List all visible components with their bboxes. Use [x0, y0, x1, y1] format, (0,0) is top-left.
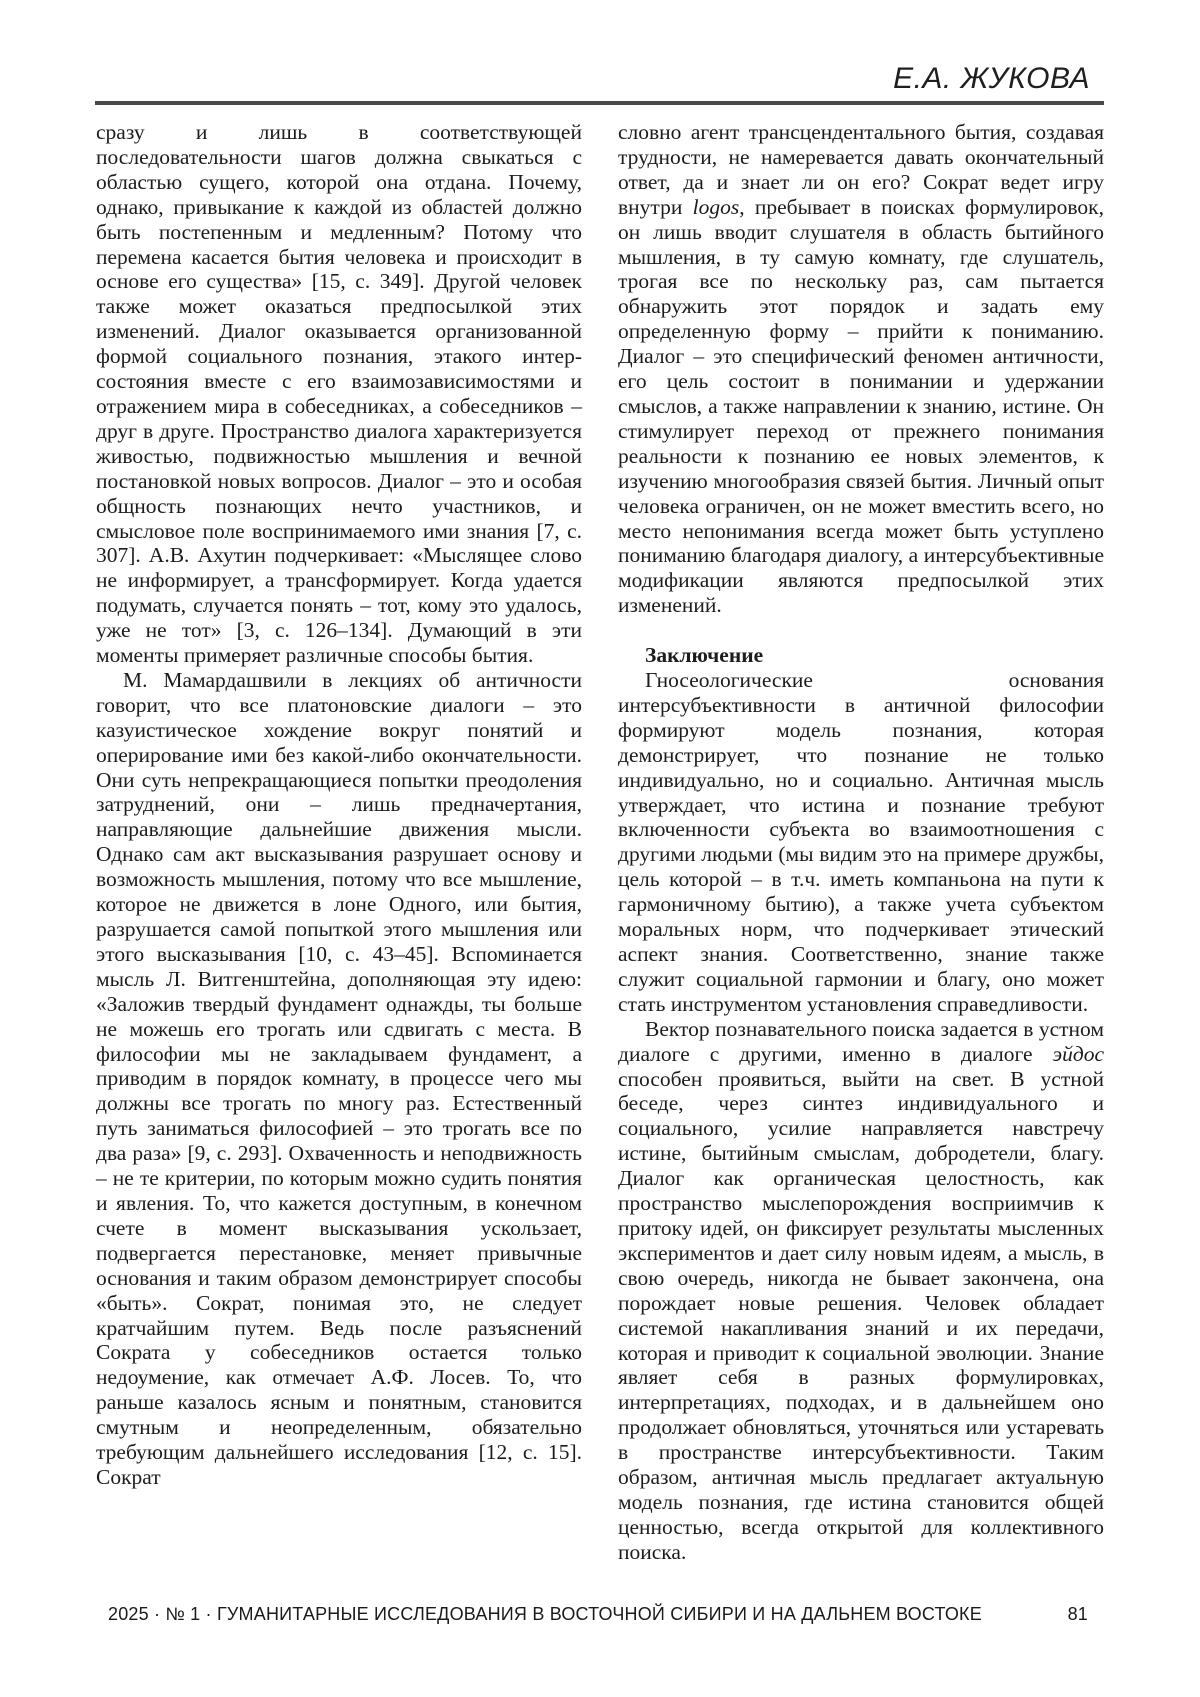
section-heading-conclusion: Заключение	[645, 643, 764, 668]
left-column	[96, 120, 582, 1565]
paragraph-continuation: сразу и лишь в соответствующей последовательности шагов должна свыкаться с областью сущего, которой она отдана. Почему, однако, привыкание к каждой из областей должно быть постепенным и медленным? Потому что перемена касается бытия человека и происходит в основе его существа» [15, с. 349]. Другой человек также может оказаться предпосылкой этих изменений. Диалог оказывается организованной формой социального познания, этакого интер-состояния вместе с его взаимозависимостями и отражением мира в собеседниках, а собеседников – друг в друге. Пространство диалога характеризуется живостью, подвижностью мышления и вечной постановкой новых вопросов. Диалог – это и особая общность познающих нечто участников, и смысловое поле воспринимаемого ими знания [7, с. 307]. А.В. Ахутин подчеркивает: «Мыслящее слово не информирует, а трансформирует. Когда удается подумать, случается понять – тот, кому это удалось, уже не тот» [3, с. 126–134]. Думающий в эти моменты примеряет различные способы бытия.	[96, 120, 582, 668]
right-column	[618, 120, 1104, 1565]
page-footer	[108, 1603, 1088, 1625]
footer-journal-line: 2025 · № 1 · ГУМАНИТАРНЫЕ ИССЛЕДОВАНИЯ В ВОСТОЧНОЙ СИБИРИ И НА ДАЛЬНЕМ ВОСТОКЕ	[108, 1604, 982, 1624]
italic-term-eidos: эйдос	[1052, 1041, 1104, 1066]
paragraph-text: способен проявиться, выйти на свет. В устной беседе, через синтез индивидуального и социального, усилие направляется навстречу истине, бытийным смыслам, добродетели, благу. Диалог как органическая целостность, как пространство мыслепорождения восприимчив к притоку идей, он фиксирует результаты мысленных экспериментов и дает силу новым идеям, а мысль, в свою очередь, никогда не бывает закончена, она порождает новые решения. Человек обладает системой накапливания знаний и их передачи, которая и приводит к социальной эволюции. Знание являет себя в разных формулировках, интерпретациях, подходах, и в дальнейшем оно продолжает обновляться, уточняться или устаревать в пространстве интерсубъективности. Таким образом, античная мысль предлагает актуальную модель познания, где истина становится общей ценностью, всегда открытой для коллективного поиска.	[618, 1066, 1104, 1564]
paragraph	[618, 1017, 1104, 1565]
paragraph: М. Мамардашвили в лекциях об античности говорит, что все платоновские диалоги – это казуистическое хождение вокруг понятий и оперирование ими без какой-либо окончательности. Они суть непрекращающиеся попытки преодоления затруднений, они – лишь предначертания, направляющие дальнейшие движения мысли. Однако сам акт высказывания разрушает основу и возможность мышления, потому что все мышление, которое не движется в лоне Одного, или бытия, разрушается самой попыткой этого мышления или этого высказывания [10, с. 43–45]. Вспоминается мысль Л. Витгенштейна, дополняющая эту идею: «Заложив твердый фундамент однажды, ты больше не можешь его трогать или сдвигать с места. В философии мы не закладываем фундамент, а приводим в порядок комнату, в процессе чего мы должны все трогать по многу раз. Естественный путь заниматься философией – это трогать все по два раза» [9, с. 293]. Охваченность и неподвижность – не те критерии, по которым можно судить понятия и явления. То, что кажется доступным, в конечном счете в момент высказывания ускользает, подвергается перестановке, меняет привычные основания и таким образом демонстрирует способы «быть». Сократ, понимая это, не следует кратчайшим путем. Ведь после разъяснений Сократа у собеседников остается только недоумение, как отмечает А.Ф. Лосев. То, что раньше казалось ясным и понятным, становится смутным и неопределенным, обязательно требующим дальнейшего исследования [12, с. 15]. Сократ	[96, 667, 582, 1489]
paragraph-text: Вектор познавательного поиска задается в устном диалоге с другими, именно в диалоге	[618, 1016, 1104, 1066]
article-body	[96, 120, 1104, 1565]
running-header-author: Е.А. ЖУКОВА	[893, 62, 1090, 95]
paragraph-text: словно агент трансцендентального бытия, создавая трудности, не намеревается давать окончательный ответ, да и знает ли он его? Сократ ведет игру внутри	[618, 120, 1104, 219]
header-rule	[95, 101, 1104, 105]
italic-term-logos: logos	[692, 194, 740, 219]
page-number: 81	[1067, 1604, 1088, 1624]
paragraph: Гносеологические основания интерсубъективности в античной философии формируют модель познания, которая демонстрирует, что познание не только индивидуально, но и социально. Античная мысль утверждает, что истина и познание требуют включенности субъекта во взаимоотношения с другими людьми (мы видим это на примере дружбы, цель которой – в т.ч. иметь компаньона на пути к гармоничному бытию), а также учета субъектом моральных норм, что подчеркивает этический аспект знания. Соответственно, знание также служит социальной гармонии и благу, оно может стать инструментом установления справедливости.	[618, 668, 1104, 1016]
paragraph-text: , пребывает в поисках формулировок, он лишь вводит слушателя в область бытийного мышления, в ту самую комнату, где слушатель, трогая все по нескольку раз, сам пытается обнаружить этот порядок и задать ему определенную форму – прийти к пониманию. Диалог – это специфический феномен античности, его цель состоит в понимании и удержании смыслов, а также направлении к знанию, истине. Он стимулирует переход от прежнего понимания реальности к познанию ее новых элементов, к изучению многообразия связей бытия. Личный опыт человека ограничен, он не может вместить всего, но место непонимания всегда может быть уступлено пониманию благодаря диалогу, а интерсубъективные модификации являются предпосылкой этих изменений.	[618, 194, 1104, 618]
paragraph-continuation	[618, 120, 1104, 618]
